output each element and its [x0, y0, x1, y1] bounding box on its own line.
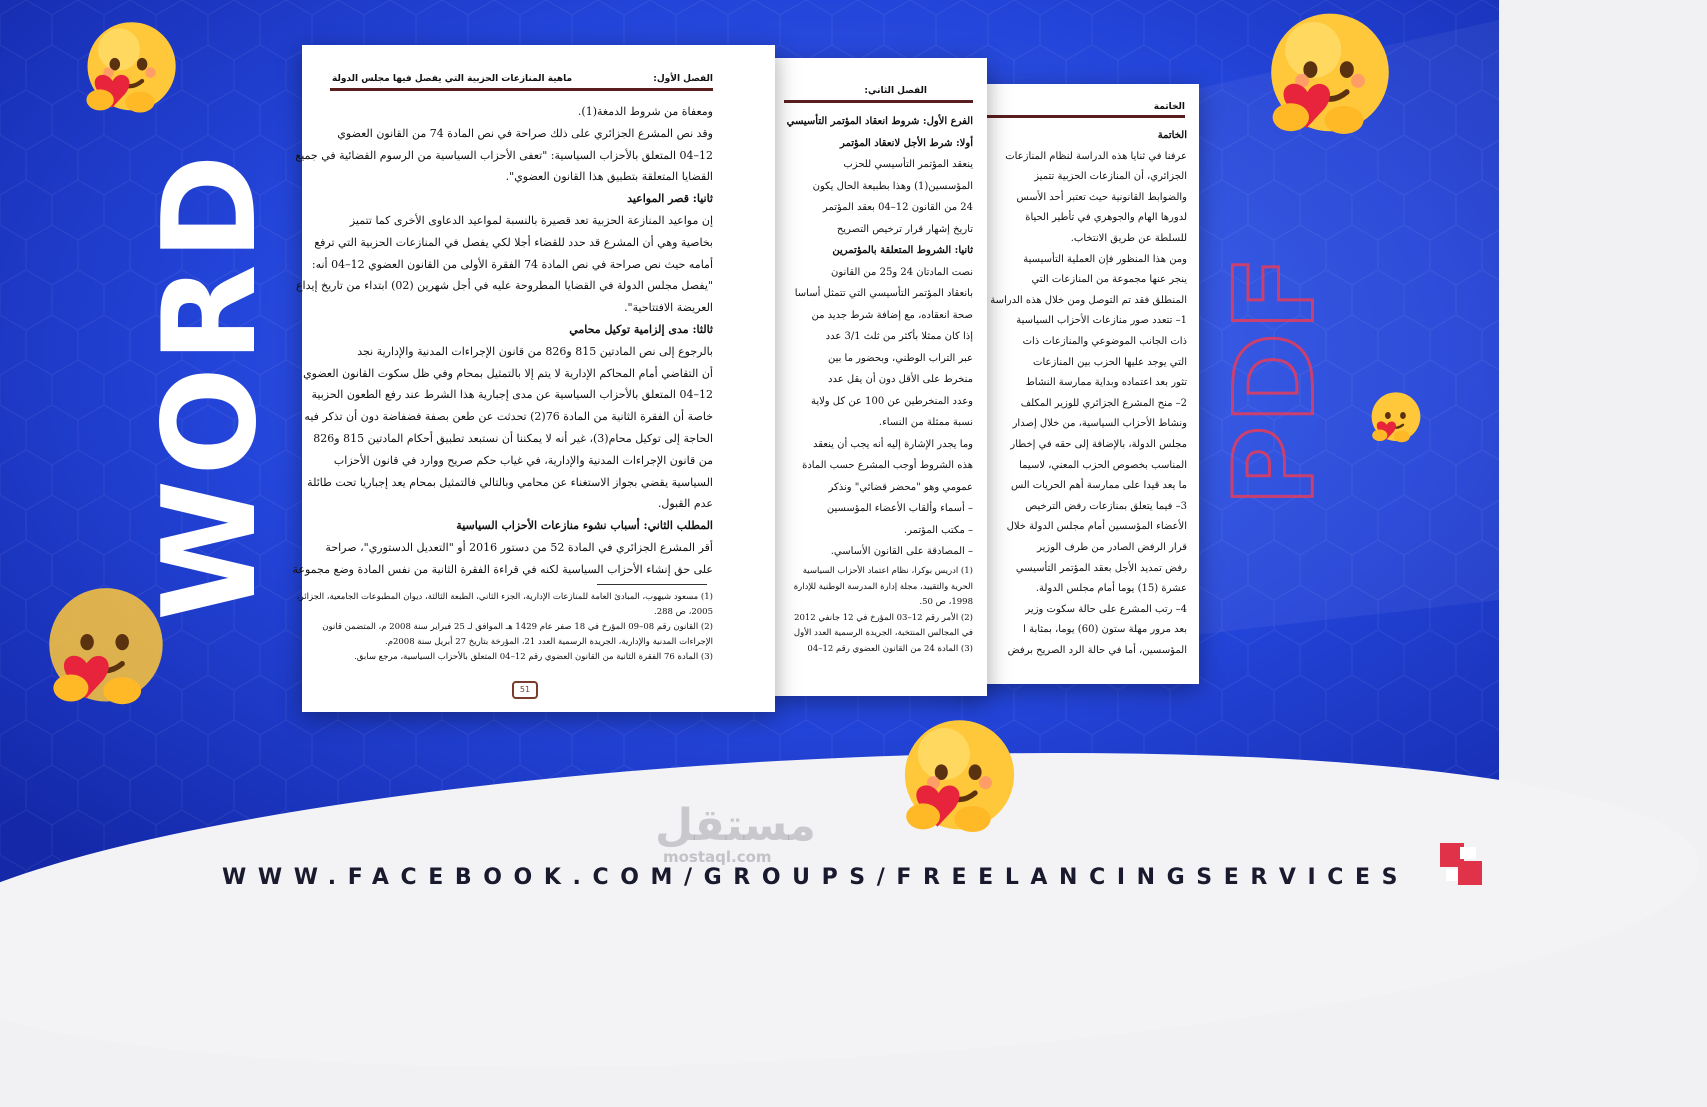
body-text-line: عشرة (15) يوما أمام مجلس الدولة. [1035, 583, 1187, 595]
body-text-line: ما يعد قيدا على ممارسة أهم الحريات الس [1010, 480, 1187, 492]
body-text-line: أمامه حيث نص صراحة في نص المادة 74 الفقرة الأولى من القانون العضوي 12–04 أنه: [311, 257, 713, 271]
body-text-line: 12–04 المتعلق بالأحزاب السياسية عن مدى إجبارية هذا الشرط عند رفع الطعون الحزبية [311, 388, 713, 402]
body-text-line: المناسب بخصوص الحزب المعني، لاسيما [1019, 459, 1187, 471]
body-text-line: مجلس الدولة، بالإضافة إلى حقه في إخطار [1010, 439, 1187, 450]
body-text-line: تاريخ إشهار قرار ترخيص التصريح [836, 223, 973, 235]
body-text-line: المؤسسين، أما في حالة الرد الصريح برفض [1007, 645, 1187, 656]
body-text-line: وقد نص المشرع الجزائري على ذلك صراحة في نص المادة 74 من القانون العضوي [337, 126, 713, 140]
document-page-chapter1 [292, 45, 775, 712]
footer-url: WWW.FACEBOOK.COM/GROUPS/FREELANCINGSERVICES [222, 865, 1410, 890]
body-text-line: قرار الرفض الصادر من طرف الوزير [1037, 542, 1187, 553]
footnote-line: 1998، ص 50. [919, 597, 973, 607]
footnote-line: (1) ادريس بوكرا، نظام اعتماد الأحزاب السياسية [802, 566, 973, 576]
body-text-line: الجزائري، أن المنازعات الحزبية تتميز [1034, 171, 1187, 183]
care-emoji-icon [1255, 8, 1405, 148]
footnote-line: الإجراءات المدنية والإدارية، الجريدة الرسمية العدد 21، المؤرخة بتاريخ 27 أبريل سنة 2008م. [385, 637, 713, 647]
body-text-line: السياسية يقضي بجواز الاستغناء عن محامي وبالتالي فالتمثيل بمحام يعد إجباريا تحت طائلة [307, 475, 713, 489]
header-rule [969, 115, 1185, 118]
section-heading: الخاتمة [1157, 130, 1187, 141]
body-text-line: 3– فيما يتعلق بمنازعات رفض الترخيص [1025, 500, 1187, 512]
body-text-line: على حق إنشاء الأحزاب السياسية لكنه في قراءة الفقرة الثانية من نفس المادة وضع مجموعة [292, 562, 713, 576]
section-heading: المطلب الثاني: أسباب نشوء منازعات الأحزاب السياسية [456, 519, 713, 533]
word-label: WORD [135, 149, 285, 621]
footnote-separator [597, 584, 707, 585]
page-header: الخاتمة [1153, 102, 1185, 112]
body-text-line: ونشاط الأحزاب السياسية، من خلال إصدار [1012, 418, 1187, 430]
body-text-line: أن التقاضي أمام المحاكم الإدارية لا يتم إلا بالتمثيل بمحام وفي ظل سكوت القانون العضوي [303, 366, 713, 380]
body-text-line: للسلطة عن طريق الانتخاب. [1070, 233, 1187, 244]
body-text-line: بعد مرور مهلة ستون (60) يوما، بمثابة ا [1023, 624, 1187, 636]
body-text-line: القضايا المتعلقة بتطبيق هذا القانون العضوي". [505, 170, 713, 184]
page-header-right: الفصل الأول: [653, 74, 713, 84]
body-text-line: الأعضاء المؤسسين أمام مجلس الدولة خلال [1006, 521, 1187, 533]
body-text-line: المؤسسين(1) وهذا بطبيعة الحال يكون [812, 180, 973, 192]
body-text-line: هذه الشروط أوجب المشرع حسب المادة [802, 460, 973, 471]
body-text-line: العريضة الافتتاحية". [624, 301, 713, 315]
care-emoji-icon [892, 715, 1027, 845]
body-text-line: عبر التراب الوطني، وبحضور ما بين [827, 352, 973, 364]
page-header: الفصل الثاني: [864, 86, 927, 96]
body-text-line: منخرط على الأقل دون أن يقل عدد [828, 374, 973, 385]
header-rule [784, 100, 973, 103]
pdf-label: PDF [1211, 253, 1340, 507]
mostaql-logo-icon [1440, 843, 1482, 885]
body-text-line: 2– منح المشرع الجزائري للوزير المكلف [1020, 397, 1187, 409]
body-text-line: إذا كان ممثلا بأكثر من ثلث 3/1 عدد [825, 331, 973, 342]
body-text-line: – مكتب المؤتمر. [903, 524, 973, 536]
header-rule [330, 88, 713, 91]
section-heading: ثانيا: الشروط المتعلقة بالمؤتمرين [832, 245, 973, 256]
footnote-line: (3) المادة 76 الفقرة الثانية من القانون العضوي رقم 12–04 المتعلق بالأحزاب السياسية، مرجع سابق. [354, 652, 713, 662]
body-text-line: عرفنا في ثنايا هذه الدراسة لنظام المنازعات [1005, 150, 1187, 162]
body-text-line: "يفصل مجلس الدولة في القضايا المطروحة عليه في أجل شهرين (02) ابتداء من تاريخ إيداع [295, 279, 713, 293]
body-text-line: – المصادقة على القانون الأساسي. [830, 546, 973, 557]
mostaql-watermark-url: mostaql.com [663, 848, 772, 866]
care-emoji-icon [1365, 390, 1427, 448]
document-page-chapter2 [770, 58, 987, 696]
footnote-line: في المجالس المنتخبة، الجريدة الرسمية العدد الأول [793, 628, 973, 638]
body-text-line: بانعقاد المؤتمر التأسيسي التي تتمثل أساسا [794, 288, 973, 299]
body-text-line: صحة انعقاده، مع إضافة شرط جديد من [811, 309, 973, 321]
body-text-line: ذات الجانب الموضوعي والمنازعات ذات [1022, 336, 1187, 347]
body-text-line: 4– رتب المشرع على حالة سكوت وزير [1025, 603, 1187, 615]
section-heading: الفرع الأول: شروط انعقاد المؤتمر التأسيسي [786, 116, 973, 127]
page-number: 51 [512, 681, 538, 699]
footnote-line: (2) الأمر رقم 12–03 المؤرخ في 12 جانفي 2012 [794, 612, 973, 623]
page-header-left: ماهية المنازعات الحزبية التي يفصل فيها مجلس الدولة [332, 74, 573, 84]
body-text-line: رفض تمديد الأجل بعقد المؤتمر التأسيسي [1015, 562, 1187, 574]
body-text-line: من قانون الإجراءات المدنية والإدارية، في غياب حكم صريح ووارد في قانون الأحزاب [333, 453, 713, 467]
body-text-line: والضوابط القانونية حيث تعتبر أحد الأسس [1016, 191, 1187, 203]
section-heading: أولا: شرط الأجل لانعقاد المؤتمر [839, 137, 973, 149]
care-emoji-icon [36, 580, 176, 715]
body-text-line: عمومي وهو "محضر قضائي" ونذكر [828, 481, 973, 493]
body-text-line: ينجر عنها مجموعة من المنازعات التي [1031, 274, 1187, 286]
body-text-line: المنطلق فقد تم التوصل ومن خلال هذه الدراسة [990, 294, 1187, 306]
body-text-line: نصت المادتان 24 و25 من القانون [831, 266, 973, 278]
section-heading: ثانيا: قصر المواعيد [627, 192, 713, 206]
body-text-line: عدم القبول. [657, 497, 713, 511]
body-text-line: وما يجدر الإشارة إليه أنه يجب أن ينعقد [812, 438, 973, 450]
body-text-line: الحاجة إلى توكيل محام(3)، غير أنه لا يمكننا أن نستبعد تطبيق أحكام المادتين 815 و826 [313, 432, 713, 445]
body-text-line: – أسماء وألقاب الأعضاء المؤسسين [826, 503, 973, 514]
body-text-line: ينعقد المؤتمر التأسيسي للحزب [843, 159, 973, 170]
body-text-line: 1– تتعدد صور منازعات الأحزاب السياسية [1016, 315, 1187, 327]
body-text-line: ومن هذا المنظور فإن العملية التأسيسية [1023, 253, 1187, 265]
body-text-line: وعدد المنخرطين عن 100 عن كل ولاية [810, 395, 973, 407]
body-text-line: أقر المشرع الجزائري في المادة 52 من دستور 2016 أو "التعديل الدستوري"، صراحة [325, 541, 713, 554]
body-text-line: تثور بعد اعتماده وبداية ممارسة النشاط [1025, 377, 1187, 389]
footnote-line: (1) مسعود شيهوب، المبادئ العامة للمنازعات الإدارية، الجزء الثاني، الطبعة الثالثة، ديوان المطبوعات الجامعية، الجزائر، [296, 592, 713, 602]
body-text-line: خاصة أن الفقرة الثانية من المادة 76(2) تحدثت عن طعن بصفة فضفاضة دون أن تذكر فيه [304, 410, 713, 424]
footnote-line: الحرية والتقييد، مجلة إدارة المدرسة الوطنية للإدارة [793, 581, 973, 592]
mostaql-watermark: مستقل [655, 800, 816, 851]
body-text-line: 24 من القانون 12–04 بعقد المؤتمر [822, 202, 973, 213]
body-text-line: نسبة ممثلة من النساء. [878, 417, 973, 428]
body-text-line: ومعفاة من شروط الدمغة(1). [577, 105, 713, 118]
section-heading: ثالثا: مدى إلزامية توكيل محامي [569, 323, 713, 336]
body-text-line: لدورها الهام والجوهري في تأطير الحياة [1025, 212, 1187, 224]
body-text-line: بخاصية وهي أن المشرع قد حدد للقضاء أجلا لكي يفصل في المنازعات الحزبية التي ترفع [314, 235, 713, 249]
document-page-conclusion [955, 84, 1199, 684]
body-text-line: التي يوجد عليها الحزب بين المنازعات [1033, 356, 1187, 368]
body-text-line: 12–04 المتعلق بالأحزاب السياسية: "تعفى الأحزاب السياسية من الرسوم القضائية في جميع [295, 148, 713, 162]
care-emoji-icon [72, 18, 187, 123]
body-text-line: بالرجوع إلى نص المادتين 815 و826 من قانون الإجراءات المدنية والإدارية نجد [357, 344, 713, 358]
footnote-line: 2005، ص 288. [653, 607, 713, 617]
footnote-line: (3) المادة 24 من القانون العضوي رقم 12–04 [807, 643, 973, 654]
footnote-line: (2) القانون رقم 08–09 المؤرخ في 18 صفر عام 1429 هـ الموافق لـ 25 فبراير سنة 2008 م، المتضمن قانون [322, 622, 713, 632]
body-text-line: إن مواعيد المنازعة الحزبية تعد قصيرة بالنسبة لمواعيد الدعاوى الأخرى كما تتميز [349, 214, 713, 227]
